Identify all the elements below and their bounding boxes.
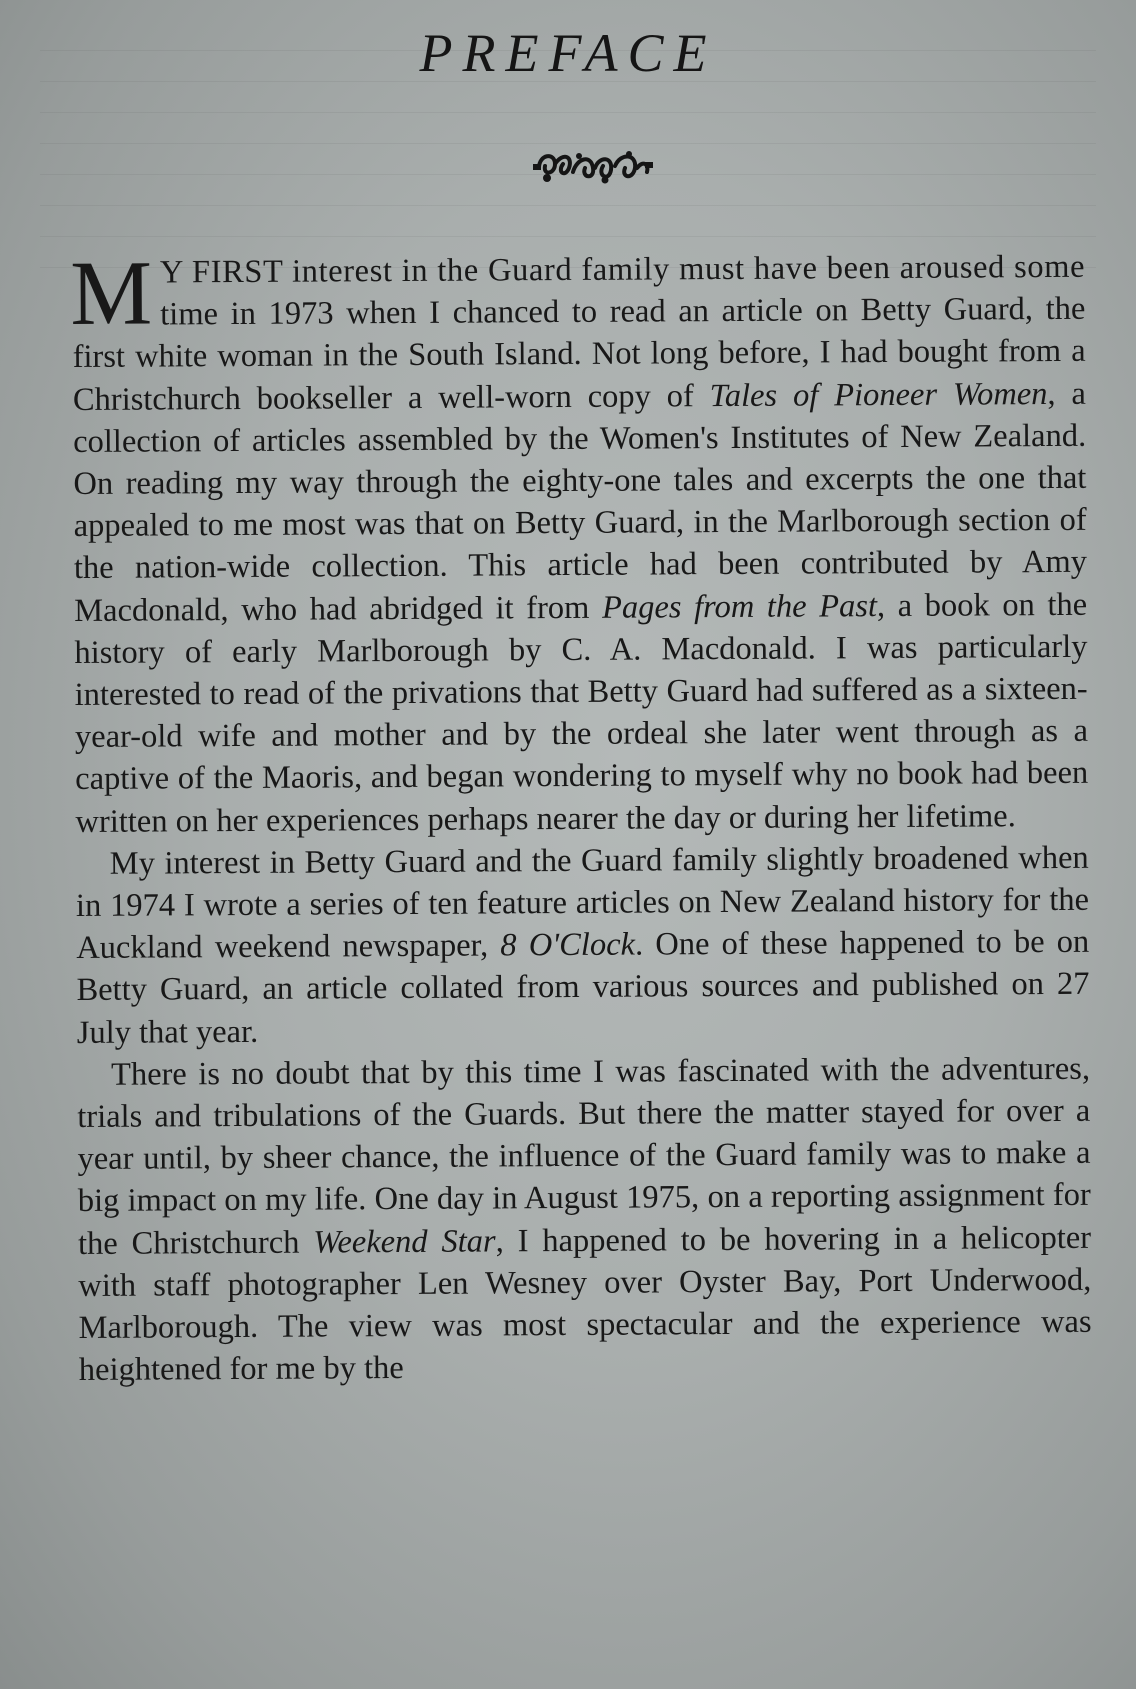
text-run: There is no doubt that by this time I was fascinated with the adventures, trials and tribulations of the Guards. But there the matter stayed for over a year until, by sheer chance, the influence of the Guard family was to make a big impact on my life. One day in August 1975, on a reporting assignment for the Christchurch — [77, 1050, 1091, 1262]
text-run: , a book on the history of early Marlborough by C. A. Macdonald. I was particularly interested to read of the privations that Betty Guard had suffered as a sixteen-year-old wife and mother and by the ordeal she later went through as a captive of the Maoris, and began wondering to myself why no book had been written on her experiences perhaps nearer the day or during her lifetime. — [74, 586, 1089, 840]
paragraph-2 — [76, 837, 1090, 1054]
paragraph-3 — [77, 1048, 1092, 1392]
text-run: Y FIRST interest in the Guard family must have been aroused some time in 1973 when I chanced to read an article on Betty Guard, the first white woman in the South Island. Not long before, I had bought from a Christchurch bookseller a well-worn copy of — [72, 248, 1086, 418]
book-title: Tales of Pioneer Women — [709, 375, 1048, 414]
book-title: Pages from the Past — [601, 587, 878, 626]
text-run: , I happened to be hovering in a helicopter with staff photographer Len Wesney over Oyster Bay, Port Underwood, Marlborough. The view was most spectacular and the experience was heightened for me by the — [78, 1219, 1092, 1389]
page-title: PREFACE — [419, 23, 717, 83]
preface-body — [69, 241, 1092, 1392]
fleuron-ornament-icon — [533, 142, 653, 190]
paragraph-1 — [69, 241, 1089, 843]
drop-cap: M — [69, 241, 153, 345]
text-run: . One of these happened to be on Betty Guard, an article collated from various sources and published on 27 July that year. — [76, 924, 1090, 1051]
text-run: , a collection of articles assembled by the Women's Institutes of New Zealand. On reading my way through the eighty-one tales and excerpts the one that appealed to me most was that on Betty Guard, in the Marlborough section of the nation-wide collection. This article had been contributed by Amy Macdonald, who had abridged it from — [73, 375, 1088, 629]
newspaper-title: Weekend Star — [313, 1223, 496, 1261]
text-run: My interest in Betty Guard and the Guard family slightly broadened when in 1974 I wrote a series of ten feature articles on New Zealand history for the Auckland weekend newspaper, — [75, 839, 1090, 967]
newspaper-title: 8 O'Clock — [500, 926, 636, 964]
